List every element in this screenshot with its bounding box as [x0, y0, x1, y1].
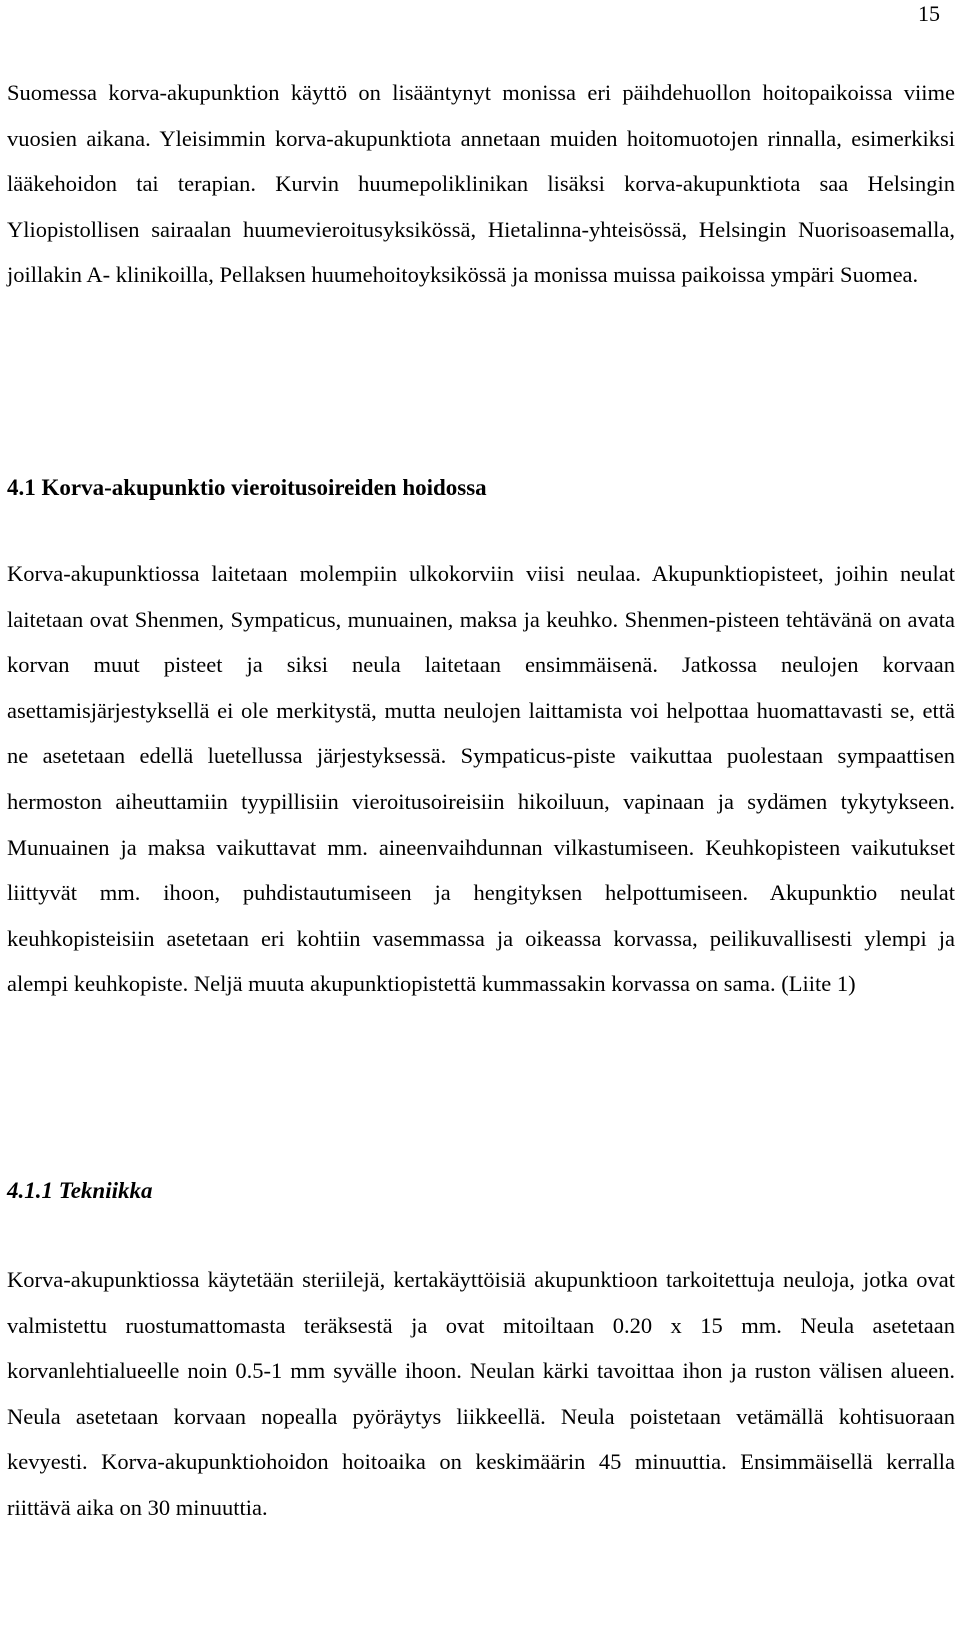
paragraph-technique: Korva-akupunktiossa käytetään steriilejä, kertakäyttöisiä akupunktioon tarkoitettuja neuloja, jotka ovat valmistettu ruostumattomasta teräksestä ja ovat mitoiltaan 0.20 x 15 mm. Neula asetetaan korvanlehtialueelle noin 0.5-1 mm syvälle ihoon. Neulan kärki tavoittaa ihon ja ruston välisen alueen. Neula asetetaan korvaan nopealla pyöräytys liikkeellä. Neula poistetaan vetämällä kohtisuoraan kevyesti. Korva-akupunktiohoidon hoitoaika on keskimäärin 45 minuuttia. Ensimmäisellä kerralla riittävä aika on 30 minuuttia. [7, 1267, 955, 1520]
paragraph-intro: Suomessa korva-akupunktion käyttö on lisääntynyt monissa eri päihdehuollon hoitopaikoissa viime vuosien aikana. Yleisimmin korva-akupunktiota annetaan muiden hoitomuotojen rinnalla, esimerkiksi lääkehoidon tai terapian. Kurvin huumepoliklinikan lisäksi korva-akupunktiota saa Helsingin Yliopistollisen sairaalan huumevieroitusyksikössä, Hietalinna-yhteisössä, Helsingin Nuorisoasemalla, joillakin A- klinikoilla, Pellaksen huumehoitoyksikössä ja monissa muissa paikoissa ympäri Suomea. [7, 80, 955, 288]
section-heading-4-1: 4.1 Korva-akupunktio vieroitusoireiden hoidossa [7, 475, 487, 500]
subsection-heading-4-1-1: 4.1.1 Tekniikka [7, 1178, 153, 1203]
page-number: 15 [918, 1, 940, 26]
paragraph-acupuncture-points: Korva-akupunktiossa laitetaan molempiin ulkokorviin viisi neulaa. Akupunktiopisteet, joihin neulat laitetaan ovat Shenmen, Sympaticus, munuainen, maksa ja keuhko. Shenmen-pisteen tehtävänä on avata korvan muut pisteet ja siksi neula laitetaan ensimmäisenä. Jatkossa neulojen korvaan asettamisjärjestyksellä ei ole merkitystä, mutta neulojen laittamista voi helpottaa huomattavasti se, että ne asetetaan edellä luetellussa järjestyksessä. Sympaticus-piste vaikuttaa puolestaan sympaattisen hermoston aiheuttamiin tyypillisiin vieroitusoireisiin hikoiluun, vapinaan ja sydämen tykytykseen. Munuainen ja maksa vaikuttavat mm. aineenvaihdunnan vilkastumiseen. Keuhkopisteen vaikutukset liittyvät mm. ihoon, puhdistautumiseen ja hengityksen helpottumiseen. Akupunktio neulat keuhkopisteisiin asetetaan eri kohtiin vasemmassa ja oikeassa korvassa, peilikuvallisesti ylempi ja alempi keuhkopiste. Neljä muuta akupunktiopistettä kummassakin korvassa on sama. (Liite 1) [7, 561, 955, 997]
